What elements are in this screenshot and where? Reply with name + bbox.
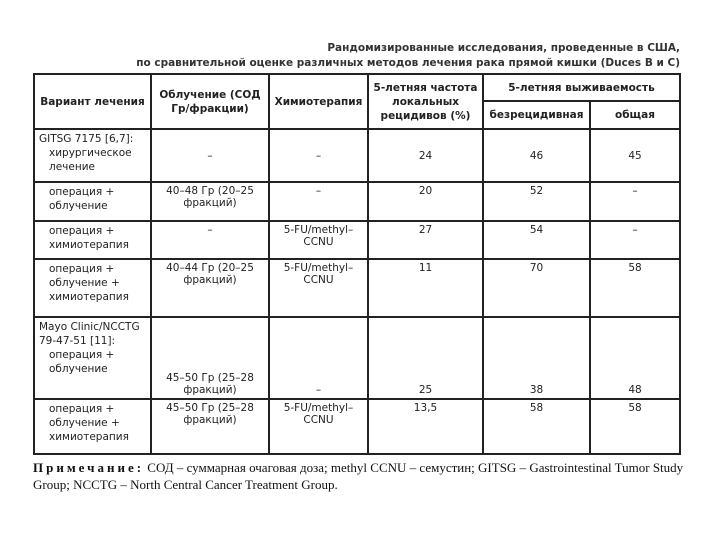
radiation-cell: – bbox=[151, 221, 269, 259]
header-overall: общая bbox=[590, 101, 680, 129]
variant-label: операция + облучение bbox=[49, 186, 115, 212]
variant-cell bbox=[34, 259, 151, 317]
chemo-cell: – bbox=[269, 317, 368, 399]
title-line-1: Рандомизированные исследования, проведенные в США, bbox=[327, 42, 680, 54]
variant-label: операция + химиотерапия bbox=[49, 225, 129, 251]
variant-label: операция + облучение + химиотерапия bbox=[49, 263, 129, 303]
radiation-cell: – bbox=[151, 129, 269, 182]
variant-label: операция + облучение + химиотерапия bbox=[49, 403, 129, 443]
chemo-cell: 5-FU/methyl–CCNU bbox=[269, 399, 368, 454]
overall-cell: – bbox=[590, 221, 680, 259]
variant-cell bbox=[34, 221, 151, 259]
study-group: Mayo Clinic/NCCTG 79-47-51 [11]: bbox=[39, 321, 140, 347]
overall-cell: – bbox=[590, 182, 680, 221]
header-radiation: Облучение (СОД Гр/фракции) bbox=[151, 74, 269, 129]
disease-free-cell: 70 bbox=[483, 259, 590, 317]
title-line-2: по сравнительной оценке различных методов лечения рака прямой кишки (Duces B и C) bbox=[136, 57, 680, 69]
overall-cell: 45 bbox=[590, 129, 680, 182]
variant-cell bbox=[34, 399, 151, 454]
variant-cell bbox=[34, 182, 151, 221]
results-table bbox=[33, 73, 681, 455]
header-disease-free: безрецидивная bbox=[483, 101, 590, 129]
variant-cell bbox=[34, 317, 151, 399]
local-cell: 20 bbox=[368, 182, 483, 221]
disease-free-cell: 58 bbox=[483, 399, 590, 454]
chemo-cell: – bbox=[269, 129, 368, 182]
table-row bbox=[34, 182, 680, 221]
variant-cell bbox=[34, 129, 151, 182]
overall-cell: 58 bbox=[590, 259, 680, 317]
header-local-recurrence: 5-летняя частота локальных рецидивов (%) bbox=[368, 74, 483, 129]
chemo-cell: 5-FU/methyl–CCNU bbox=[269, 259, 368, 317]
overall-cell: 48 bbox=[590, 317, 680, 399]
variant-label: операция + облучение bbox=[49, 349, 115, 375]
disease-free-cell: 54 bbox=[483, 221, 590, 259]
radiation-cell: 45–50 Гр (25–28 фракций) bbox=[151, 399, 269, 454]
header-variant: Вариант лечения bbox=[34, 74, 151, 129]
local-cell: 11 bbox=[368, 259, 483, 317]
table-row bbox=[34, 221, 680, 259]
header-chemo: Химиотерапия bbox=[269, 74, 368, 129]
header-survival: 5-летняя выживаемость bbox=[483, 74, 680, 101]
local-cell: 25 bbox=[368, 317, 483, 399]
footnote-text: СОД – суммарная очаговая доза; methyl CCNU – семустин; GITSG – Gastrointestinal Tumor Study Group; NCCTG – North Central Cancer Treatment Group. bbox=[33, 460, 684, 492]
chemo-cell: – bbox=[269, 182, 368, 221]
disease-free-cell: 46 bbox=[483, 129, 590, 182]
footnote-label: Примечание: bbox=[33, 460, 145, 475]
radiation-cell: 40–44 Гр (20–25 фракций) bbox=[151, 259, 269, 317]
radiation-cell: 40–48 Гр (20–25 фракций) bbox=[151, 182, 269, 221]
variant-label: хирургическое лечение bbox=[49, 147, 132, 173]
disease-free-cell: 52 bbox=[483, 182, 590, 221]
footnote bbox=[33, 459, 693, 493]
table-row bbox=[34, 317, 680, 399]
overall-cell: 58 bbox=[590, 399, 680, 454]
radiation-cell: 45–50 Гр (25–28 фракций) bbox=[151, 317, 269, 399]
table-row bbox=[34, 259, 680, 317]
local-cell: 13,5 bbox=[368, 399, 483, 454]
chemo-cell: 5-FU/methyl–CCNU bbox=[269, 221, 368, 259]
table-title bbox=[136, 41, 680, 71]
table-row bbox=[34, 399, 680, 454]
study-group: GITSG 7175 [6,7]: bbox=[39, 133, 134, 145]
local-cell: 27 bbox=[368, 221, 483, 259]
disease-free-cell: 38 bbox=[483, 317, 590, 399]
local-cell: 24 bbox=[368, 129, 483, 182]
table-row bbox=[34, 129, 680, 182]
